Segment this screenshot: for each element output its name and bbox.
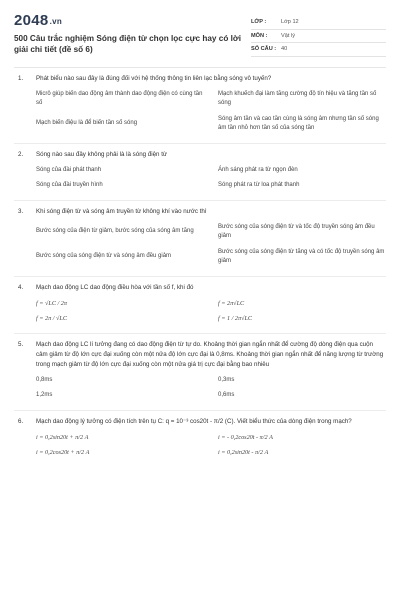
question-stem	[14, 207, 386, 217]
header-left	[14, 12, 244, 57]
option-a[interactable]: Sóng của đài phát thanh	[36, 166, 102, 173]
option-d[interactable]: i = 0,2sin20t - π/2 A	[218, 449, 269, 456]
meta-key: SỐ CÂU :	[251, 46, 277, 53]
option-b[interactable]: i = - 0,2cos20t - π/2 A	[218, 433, 273, 441]
option-c[interactable]: i = 0,2cos20t + π/2 A	[36, 449, 90, 456]
option-d[interactable]: Sóng âm tần và cao tần cùng là sóng âm nhưng tần số sóng âm tần nhỏ hơn tần số của sóng tần	[218, 115, 379, 131]
options-grid	[14, 166, 386, 191]
options-grid	[14, 90, 386, 134]
question-6	[14, 417, 386, 458]
question-divider	[14, 276, 386, 277]
meta-row-class	[251, 16, 386, 30]
question-text: Mạch dao động lý tưởng có điện tích trên tụ C: q = 10⁻³ cos20t - π/2 (C). Viết biểu thức của dòng điện trong mạch?	[36, 417, 352, 425]
question-1	[14, 74, 386, 144]
logo-tld: .vn	[49, 17, 63, 26]
meta-key: MÔN :	[251, 32, 268, 39]
option-b[interactable]: f = 2π√LC	[218, 299, 245, 307]
option-a[interactable]: f = √LC / 2π	[36, 299, 67, 307]
meta-value: Lớp 12	[281, 19, 299, 26]
question-5	[14, 340, 386, 411]
options-grid	[14, 223, 386, 267]
question-4	[14, 283, 386, 334]
question-stem	[14, 150, 386, 160]
question-text: Sóng nào sau đây không phải là là sóng điện từ	[36, 150, 168, 158]
question-number: 1.	[18, 74, 24, 82]
question-text: Mạch dao động LC dao động điều hòa với tần số f, khi đó	[36, 283, 194, 291]
question-text: Mạch dao động LC lí tưởng đang có dao động điện từ tự do. Khoảng thời gian ngắn nhất để cường độ dòng điện qua cuộn cảm giảm từ độ lớn cực đại xuống còn một nửa độ lớn cực đại là 0,8ms. Khoảng thời gian ngắn nhất để năng lượng từ trường trong mạch giảm từ độ lớn cực đại xuống còn một nửa giá trị cực đại bằng bao nhiêu	[36, 340, 384, 368]
option-a[interactable]: i = 0,2sin20t + π/2 A	[36, 433, 89, 441]
option-c[interactable]: Mạch biến điệu là để biến tần số sóng	[36, 120, 138, 127]
option-d[interactable]: Sóng phát ra từ loa phát thanh	[218, 182, 300, 188]
question-stem	[14, 417, 386, 427]
options-grid	[14, 433, 386, 458]
question-number: 5.	[18, 340, 24, 348]
option-a[interactable]: 0,8ms	[36, 376, 53, 383]
question-text: Khi sóng điện từ và sóng âm truyền từ không khí vào nước thì	[36, 207, 207, 215]
document-meta	[251, 12, 386, 57]
question-stem	[14, 340, 386, 370]
header-divider	[14, 67, 386, 68]
question-stem	[14, 283, 386, 293]
question-divider	[14, 410, 386, 411]
question-2	[14, 150, 386, 201]
question-number: 2.	[18, 150, 24, 158]
option-a[interactable]: Micrô giúp biến dao động âm thành dao động điện có cùng tần số	[36, 90, 203, 106]
question-divider	[14, 200, 386, 201]
document-title: 500 Câu trắc nghiệm Sóng điện từ chọn lọc cực hay có lời giải chi tiết (đề số 6)	[14, 34, 241, 54]
meta-row-count	[251, 43, 386, 57]
option-c[interactable]: Sóng của đài truyền hình	[36, 182, 103, 188]
option-b[interactable]: Bước sóng của sóng điện từ và tốc độ truyền sóng âm đều giảm	[218, 223, 375, 239]
logo-main: 2048	[14, 12, 49, 29]
option-c[interactable]: f = 2π / √LC	[36, 315, 67, 322]
option-d[interactable]: 0,6ms	[218, 392, 235, 398]
options-grid	[14, 376, 386, 401]
option-d[interactable]: Bước sóng của sóng điện từ tăng và có tốc độ truyền sóng âm giảm	[218, 248, 385, 264]
question-stem	[14, 74, 386, 84]
option-a[interactable]: Bước sóng của điện từ giảm, bước sóng của sóng âm tăng	[36, 228, 194, 235]
meta-value: 40	[281, 46, 288, 53]
question-number: 3.	[18, 207, 24, 215]
options-grid	[14, 299, 386, 324]
meta-key: LỚP :	[251, 19, 267, 26]
option-c[interactable]: 1,2ms	[36, 392, 53, 398]
document-header	[14, 0, 386, 57]
option-b[interactable]: 0,3ms	[218, 376, 235, 383]
question-text: Phát biểu nào sau đây là đúng đối với hệ thống thông tin liên lạc bằng sóng vô tuyến?	[36, 74, 272, 82]
option-c[interactable]: Bước sóng của sóng điện từ và sóng âm đều giảm	[36, 253, 172, 260]
option-b[interactable]: Mạch khuếch đại làm tăng cường độ tín hiệu và tăng tần số sóng	[218, 90, 377, 106]
site-logo[interactable]	[14, 12, 244, 29]
question-divider	[14, 143, 386, 144]
question-divider	[14, 333, 386, 334]
question-3	[14, 207, 386, 277]
question-number: 4.	[18, 283, 24, 291]
question-number: 6.	[18, 417, 24, 425]
meta-value: Vật lý	[281, 32, 295, 39]
meta-row-subject	[251, 30, 386, 44]
option-d[interactable]: f = 1 / 2π√LC	[218, 315, 253, 322]
option-b[interactable]: Ánh sáng phát ra từ ngọn đèn	[218, 166, 298, 173]
